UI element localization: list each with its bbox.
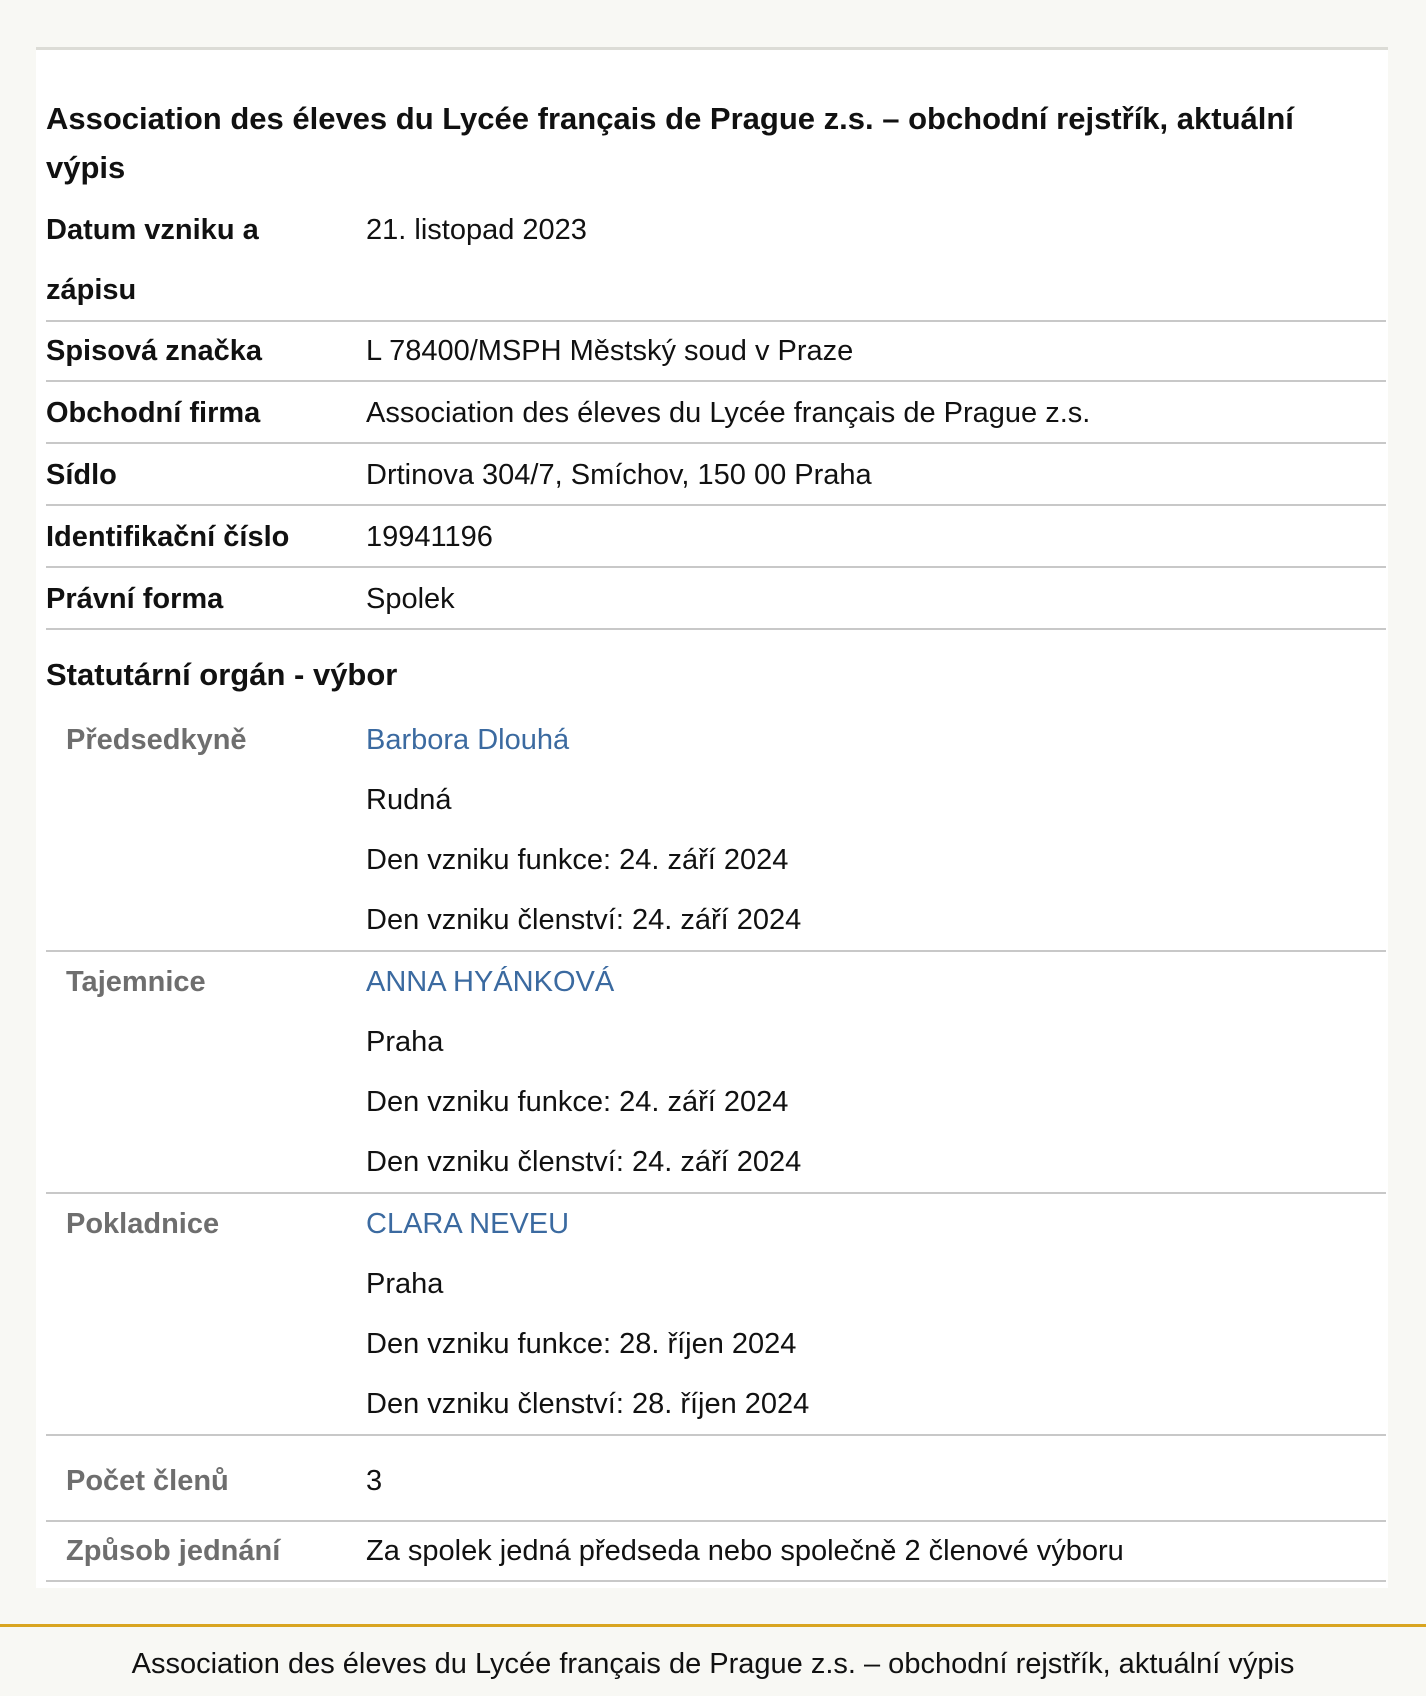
field-label: Obchodní firma bbox=[46, 397, 261, 429]
member-role: Tajemnice bbox=[66, 966, 206, 998]
member-role: Pokladnice bbox=[66, 1208, 220, 1240]
field-row-sidlo bbox=[46, 446, 1386, 506]
member-function-start: Den vzniku funkce: 24. září 2024 bbox=[366, 1086, 789, 1118]
field-value: Drtinova 304/7, Smíchov, 150 00 Praha bbox=[366, 459, 872, 491]
member-name-link[interactable]: ANNA HYÁNKOVÁ bbox=[366, 966, 615, 998]
field-row-ico bbox=[46, 508, 1386, 568]
field-label: Sídlo bbox=[46, 459, 117, 491]
field-value: 21. listopad 2023 bbox=[366, 214, 587, 246]
field-value: L 78400/MSPH Městský soud v Praze bbox=[366, 335, 854, 367]
field-row-spisova-znacka bbox=[46, 322, 1386, 382]
field-label: Právní forma bbox=[46, 583, 224, 615]
member-entry bbox=[46, 710, 1386, 952]
member-membership-start: Den vzniku členství: 24. září 2024 bbox=[366, 1146, 802, 1178]
section-title-statutory: Statutární orgán - výbor bbox=[46, 657, 398, 692]
field-value: Association des éleves du Lycée français de Prague z.s. bbox=[366, 397, 1091, 429]
conduct-row bbox=[46, 1522, 1386, 1582]
member-place: Praha bbox=[366, 1026, 444, 1058]
member-entry bbox=[46, 952, 1386, 1194]
conduct-value: Za spolek jedná předseda nebo společně 2 členové výboru bbox=[366, 1535, 1124, 1567]
member-name-link[interactable]: CLARA NEVEU bbox=[366, 1208, 570, 1240]
field-label: Datum vzniku a zápisu bbox=[46, 214, 259, 306]
field-value: 19941196 bbox=[366, 521, 493, 553]
member-name-link[interactable]: Barbora Dlouhá bbox=[366, 724, 570, 756]
member-function-start: Den vzniku funkce: 28. říjen 2024 bbox=[366, 1328, 797, 1360]
member-place: Praha bbox=[366, 1268, 444, 1300]
field-row-datum-vzniku bbox=[46, 200, 1386, 322]
member-entry bbox=[46, 1194, 1386, 1436]
member-count-value: 3 bbox=[366, 1465, 383, 1497]
field-row-pravni-forma bbox=[46, 570, 1386, 630]
page-title: Association des éleves du Lycée français de Prague z.s. – obchodní rejstřík, aktuální výpis bbox=[46, 101, 1294, 185]
member-membership-start: Den vzniku členství: 24. září 2024 bbox=[366, 904, 802, 936]
member-function-start: Den vzniku funkce: 24. září 2024 bbox=[366, 844, 789, 876]
member-role: Předsedkyně bbox=[66, 724, 247, 756]
footer-divider bbox=[0, 1624, 1426, 1627]
field-row-obchodni-firma bbox=[46, 384, 1386, 444]
conduct-label: Způsob jednání bbox=[66, 1535, 281, 1567]
field-value: Spolek bbox=[366, 583, 455, 615]
field-label: Identifikační číslo bbox=[46, 521, 290, 553]
member-place: Rudná bbox=[366, 784, 452, 816]
footer-text: Association des éleves du Lycée français de Prague z.s. – obchodní rejstřík, aktuální výpis bbox=[131, 1648, 1295, 1680]
member-count-row bbox=[46, 1442, 1386, 1522]
field-label: Spisová značka bbox=[46, 335, 262, 367]
member-membership-start: Den vzniku členství: 28. říjen 2024 bbox=[366, 1388, 810, 1420]
member-count-label: Počet členů bbox=[66, 1465, 229, 1497]
register-extract-card bbox=[36, 50, 1388, 1588]
